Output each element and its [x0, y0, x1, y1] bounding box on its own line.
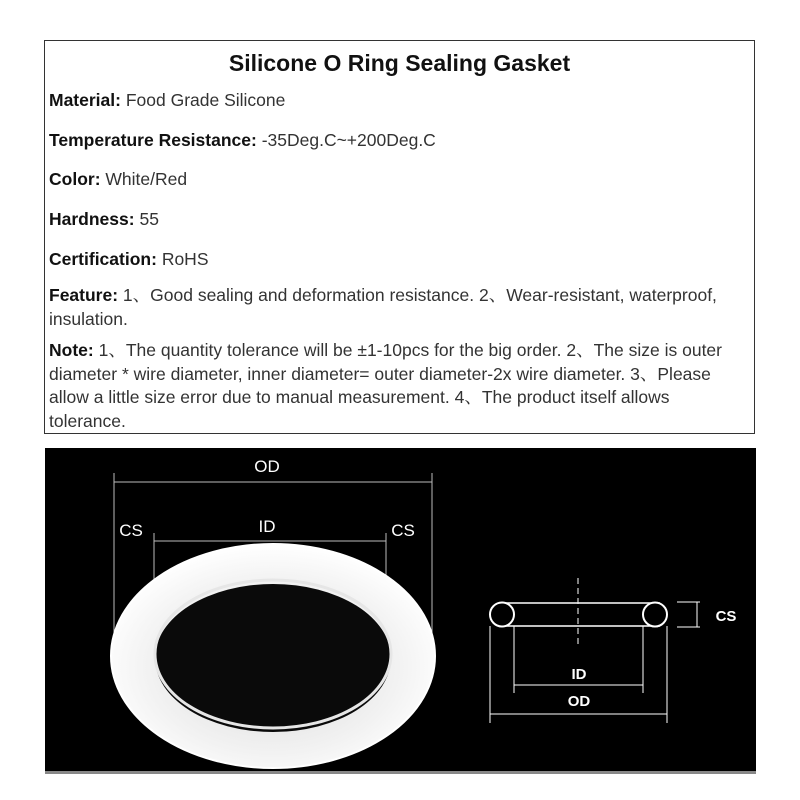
spec-label: Certification:	[49, 249, 157, 269]
spec-feature	[49, 284, 750, 331]
cs-right-label: CS	[391, 521, 415, 540]
spec-label: Note:	[49, 340, 94, 360]
spec-certification	[49, 248, 750, 272]
spec-label: Material:	[49, 90, 121, 110]
spec-note	[49, 339, 750, 433]
spec-value: 1、The quantity tolerance will be ±1-10pcs for the big order. 2、The size is outer diameter * wire diameter, inner diameter= outer diameter-2x wire diameter. 3、Please allow a little size error due to manual measurement. 4、The product itself allows tolerance.	[49, 340, 722, 431]
spec-label: Hardness:	[49, 209, 135, 229]
spec-label: Temperature Resistance:	[49, 130, 257, 150]
cross-section-diagram	[490, 578, 736, 723]
side-id-label: ID	[571, 666, 587, 683]
cs-left-label: CS	[119, 521, 143, 540]
spec-box	[44, 40, 755, 434]
spec-value: White/Red	[105, 169, 188, 189]
spec-temperature	[49, 129, 750, 153]
right-cross-section	[643, 603, 667, 627]
spec-value: 55	[139, 209, 159, 229]
spec-value: Food Grade Silicone	[125, 90, 286, 110]
id-label: ID	[258, 517, 276, 536]
spec-label: Color:	[49, 169, 101, 189]
dimension-diagram	[45, 448, 756, 771]
product-title: Silicone O Ring Sealing Gasket	[228, 50, 571, 76]
spec-hardness	[49, 208, 750, 232]
spec-material	[49, 89, 750, 113]
od-label: OD	[254, 457, 280, 476]
product-photo	[45, 448, 756, 774]
side-od-label: OD	[567, 693, 591, 710]
spec-label: Feature:	[49, 285, 119, 305]
spec-color	[49, 168, 750, 192]
left-cross-section	[490, 603, 514, 627]
side-cs-label: CS	[715, 608, 737, 625]
spec-value: -35Deg.C~+200Deg.C	[261, 130, 436, 150]
spec-value: 1、Good sealing and deformation resistance. 2、Wear-resistant, waterproof, insulation.	[49, 285, 717, 329]
spec-value: RoHS	[161, 249, 209, 269]
o-ring-image	[111, 544, 435, 768]
